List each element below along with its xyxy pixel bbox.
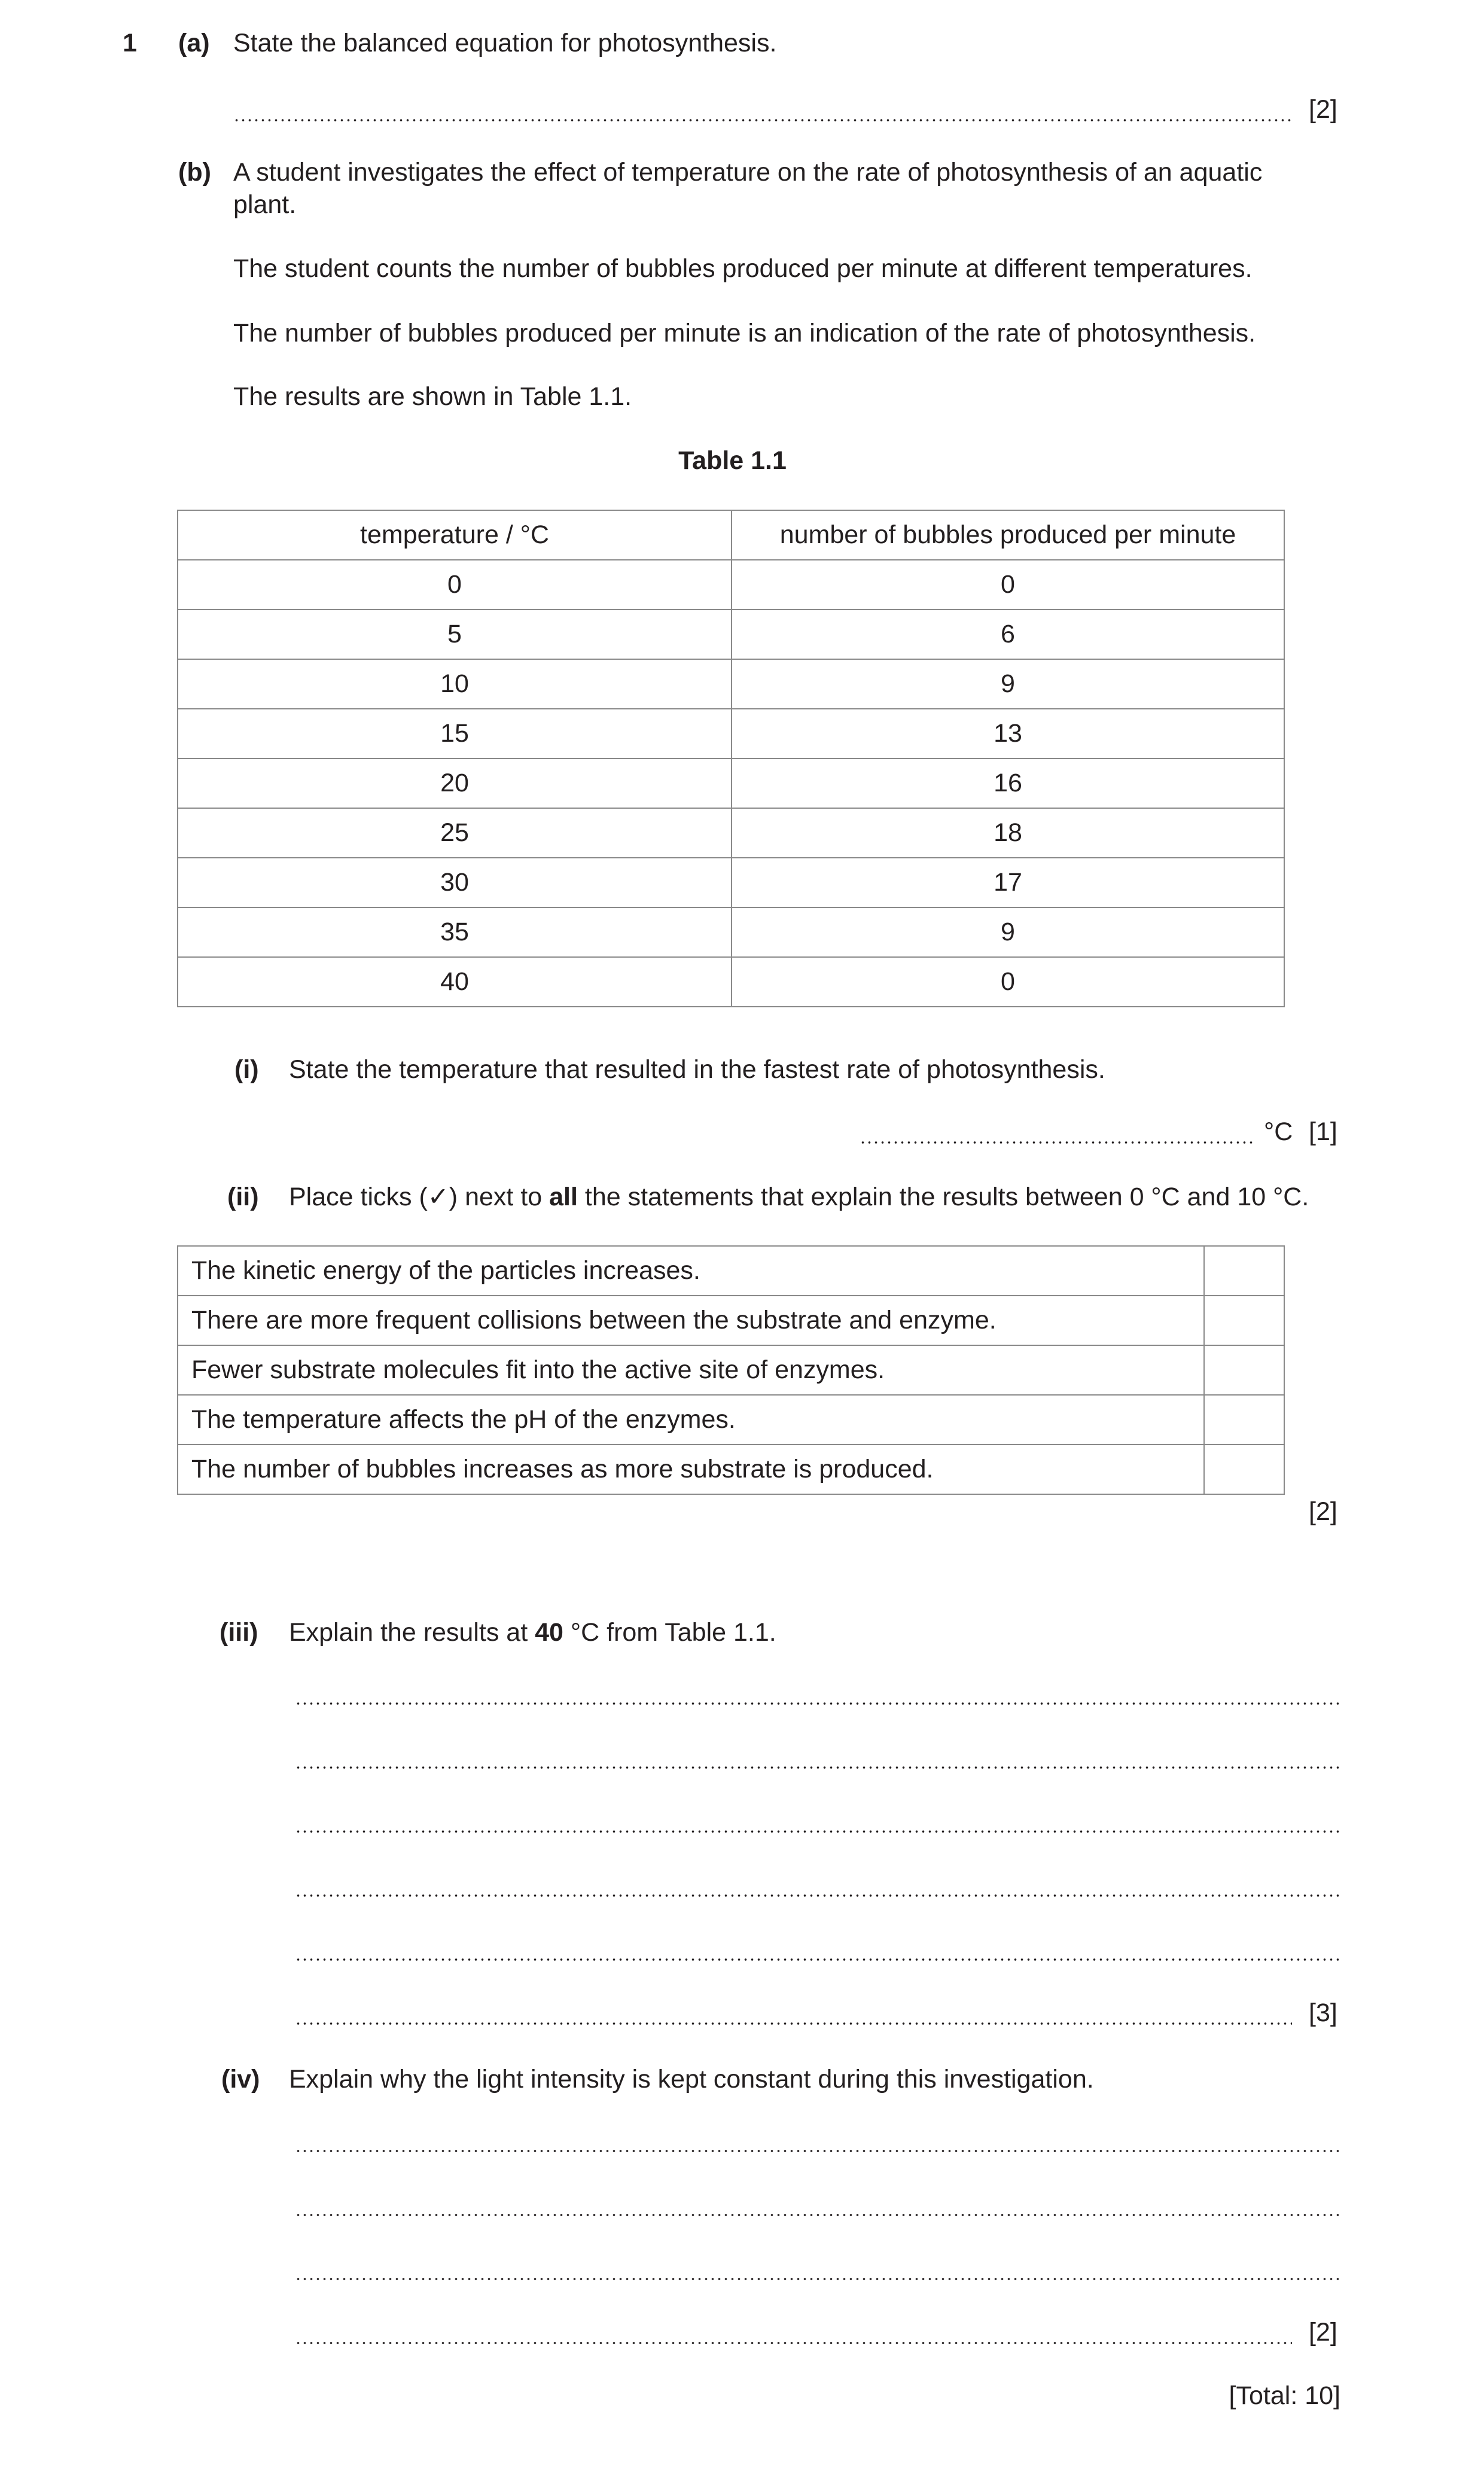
tick-box[interactable]: [1204, 1246, 1284, 1296]
table-row: [178, 560, 1284, 610]
table-header-cell: temperature / °C: [178, 510, 732, 560]
part-b-paragraph: The student counts the number of bubbles produced per minute at different temperatures.: [233, 254, 1253, 283]
table-row: [178, 758, 1284, 808]
tick-box[interactable]: [1204, 1296, 1284, 1345]
table-cell: 0: [732, 957, 1284, 1007]
table-cell: 18: [732, 808, 1284, 858]
part-iv-answer-line[interactable]: [295, 2150, 1340, 2152]
part-a-marks: [2]: [1309, 95, 1337, 124]
part-b-paragraph: The number of bubbles produced per minute is an indication of the rate of photosynthesis.: [233, 319, 1256, 348]
part-ii-label: (ii): [227, 1183, 259, 1211]
part-iv-answer-line[interactable]: [295, 2278, 1340, 2280]
table-cell: 30: [178, 858, 732, 907]
table-row: [178, 957, 1284, 1007]
statement-row: [178, 1296, 1284, 1345]
results-table: [177, 510, 1285, 1007]
part-iii-answer-line[interactable]: [295, 2022, 1292, 2025]
table-cell: 0: [178, 560, 732, 610]
part-iii-label: (iii): [220, 1618, 258, 1647]
table-row: [178, 610, 1284, 659]
table-header-row: [178, 510, 1284, 560]
table-cell: 25: [178, 808, 732, 858]
statement-row: [178, 1445, 1284, 1494]
part-ii-marks: [2]: [1309, 1497, 1337, 1526]
part-b-paragraph: The results are shown in Table 1.1.: [233, 382, 632, 411]
part-iv-prompt: Explain why the light intensity is kept constant during this investigation.: [289, 2065, 1094, 2094]
part-b-intro-line2: plant.: [233, 190, 297, 219]
part-ii-prompt: Place ticks (✓) next to all the statements that explain the results between 0 °C and 10 °C.: [289, 1183, 1309, 1211]
table-row: [178, 808, 1284, 858]
part-iii-answer-line[interactable]: [295, 1958, 1340, 1961]
table-cell: 16: [732, 758, 1284, 808]
part-b-label: (b): [178, 158, 211, 187]
table-cell: 17: [732, 858, 1284, 907]
question-number: 1: [123, 29, 137, 57]
table-header-cell: number of bubbles produced per minute: [732, 510, 1284, 560]
total-marks: [Total: 10]: [1229, 2381, 1340, 2410]
table-cell: 40: [178, 957, 732, 1007]
part-iv-answer-line[interactable]: [295, 2342, 1292, 2344]
statement-text: Fewer substrate molecules fit into the active site of enzymes.: [178, 1345, 1204, 1395]
table-cell: 9: [732, 907, 1284, 957]
statements-table: [177, 1245, 1285, 1495]
statement-text: The kinetic energy of the particles increases.: [178, 1246, 1204, 1296]
part-iii-answer-line[interactable]: [295, 1894, 1340, 1897]
table-row: [178, 659, 1284, 709]
part-iii-marks: [3]: [1309, 1998, 1337, 2027]
part-i-prompt: State the temperature that resulted in the fastest rate of photosynthesis.: [289, 1055, 1105, 1084]
part-iii-answer-line[interactable]: [295, 1830, 1340, 1833]
table-cell: 6: [732, 610, 1284, 659]
part-iv-label: (iv): [221, 2065, 260, 2094]
statement-text: There are more frequent collisions between the substrate and enzyme.: [178, 1296, 1204, 1345]
tick-box[interactable]: [1204, 1445, 1284, 1494]
part-i-marks: [1]: [1309, 1117, 1337, 1146]
statement-row: [178, 1345, 1284, 1395]
table-cell: 9: [732, 659, 1284, 709]
statement-text: The temperature affects the pH of the enzymes.: [178, 1395, 1204, 1445]
tick-box[interactable]: [1204, 1395, 1284, 1445]
table-cell: 5: [178, 610, 732, 659]
part-iii-answer-line[interactable]: [295, 1766, 1340, 1769]
table-cell: 20: [178, 758, 732, 808]
table-cell: 35: [178, 907, 732, 957]
table-row: [178, 907, 1284, 957]
part-iii-prompt: Explain the results at 40 °C from Table 1.1.: [289, 1618, 776, 1647]
table-row: [178, 858, 1284, 907]
statement-row: [178, 1395, 1284, 1445]
statement-text: The number of bubbles increases as more substrate is produced.: [178, 1445, 1204, 1494]
table-cell: 10: [178, 659, 732, 709]
tick-box[interactable]: [1204, 1345, 1284, 1395]
part-a-prompt: State the balanced equation for photosynthesis.: [233, 29, 777, 57]
statement-row: [178, 1246, 1284, 1296]
part-iii-answer-line[interactable]: [295, 1702, 1340, 1705]
part-i-answer-line[interactable]: [860, 1141, 1254, 1144]
part-iv-marks: [2]: [1309, 2318, 1337, 2347]
table-cell: 0: [732, 560, 1284, 610]
table-title: Table 1.1: [678, 446, 787, 475]
part-i-label: (i): [234, 1055, 259, 1084]
part-a-label: (a): [178, 29, 210, 57]
part-b-intro-line1: A student investigates the effect of temperature on the rate of photosynthesis of an aquatic: [233, 158, 1263, 187]
part-i-unit: °C: [1264, 1117, 1293, 1146]
part-iv-answer-line[interactable]: [295, 2214, 1340, 2216]
table-row: [178, 709, 1284, 758]
table-cell: 13: [732, 709, 1284, 758]
part-a-answer-line[interactable]: [233, 119, 1292, 121]
table-cell: 15: [178, 709, 732, 758]
